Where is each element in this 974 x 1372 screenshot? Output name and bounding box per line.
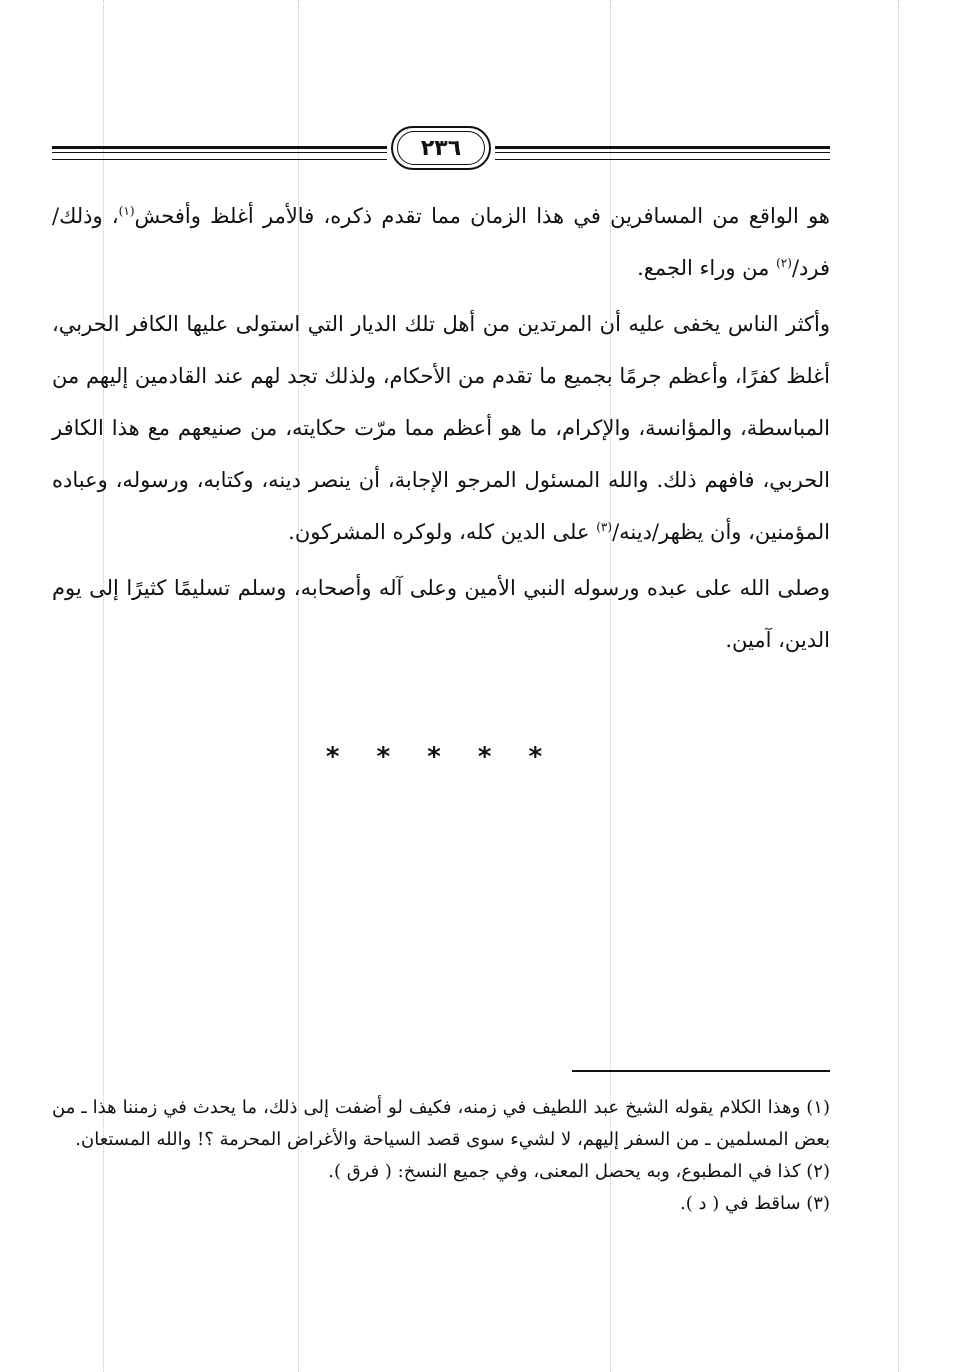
scan-guide-line <box>898 0 899 1372</box>
paragraph-1 <box>52 190 830 294</box>
footnote-marker: (٣) <box>596 520 613 534</box>
footnote-rule <box>572 1070 830 1072</box>
paragraph-text: من وراء الجمع. <box>637 256 777 280</box>
page-number: ٢٣٦ <box>420 135 462 161</box>
footnote-marker: (١) <box>118 204 135 218</box>
page-number-frame <box>391 126 491 170</box>
header-rule-right <box>495 146 830 160</box>
section-separator: * * * * * <box>325 742 557 772</box>
footnote-2: (٢) كذا في المطبوع، وبه يحصل المعنى، وفي جميع النسخ: ( فرق ). <box>328 1161 830 1182</box>
paragraph-text: ، وذلك/ فرد/ <box>52 204 830 280</box>
header-rule-left <box>52 146 387 160</box>
paragraph-3 <box>52 562 830 666</box>
paragraph-text: وصلى الله على عبده ورسوله النبي الأمين وعلى آله وأصحابه، وسلم تسليمًا كثيرًا إلى يوم الدين، آمين. <box>52 576 830 652</box>
footnote-marker: (٢) <box>776 256 792 270</box>
footnote-3: (٣) ساقط في ( د ). <box>680 1193 830 1214</box>
footnotes <box>52 1092 830 1220</box>
paragraph-2 <box>52 298 830 558</box>
main-text <box>52 190 830 666</box>
paragraph-text: على الدين كله، ولوكره المشركون. <box>288 520 597 544</box>
page-header <box>52 118 830 178</box>
footnote-1: (١) وهذا الكلام يقوله الشيخ عبد اللطيف في زمنه، فكيف لو أضفت إلى ذلك، ما يحدث في زمننا هذا ـ من بعض المسلمين ـ من السفر إليهم، لا لشيء سوى قصد السياحة والأغراض المحرمة ؟! والله المستعان. <box>52 1097 830 1150</box>
paragraph-text: هو الواقع من المسافرين في هذا الزمان مما تقدم ذكره، فالأمر أغلظ وأفحش <box>134 204 830 228</box>
paragraph-text: وأكثر الناس يخفى عليه أن المرتدين من أهل تلك الديار التي استولى عليها الكافر الحربي، أغلظ كفرًا، وأعظم جرمًا بجميع ما تقدم من الأحكام، ولذلك تجد لهم عند القادمين إليهم من المباسطة، والمؤانسة، والإكرام، ما هو أعظم مما مرّت حكايته، من صنيعهم مع هذا الكافر الحربي، فافهم ذلك. والله المسئول المرجو الإجابة، أن ينصر دينه، وكتابه، ورسوله، وعباده المؤمنين، وأن يظهر/دينه/ <box>52 312 830 544</box>
